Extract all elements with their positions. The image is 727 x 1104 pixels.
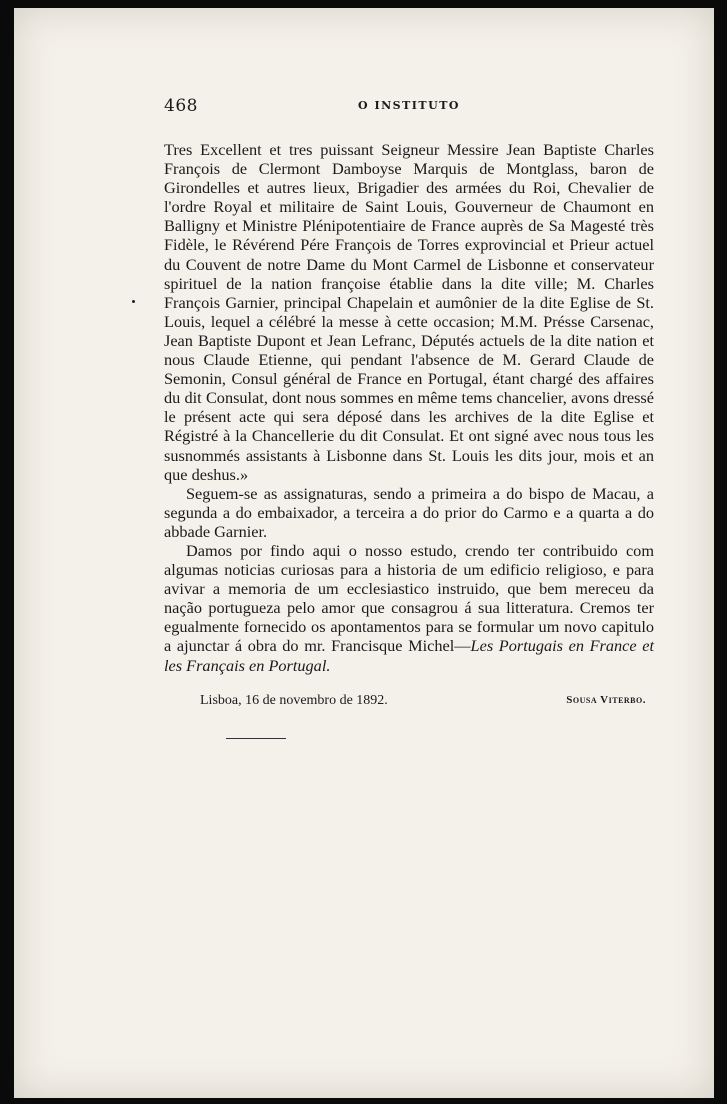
book-title: Les Portugais en France et les Français en Portugal. <box>164 636 654 675</box>
paragraph-3-text: Damos por findo aqui o nosso estudo, crendo ter contribuido com algumas noticias curiosas para a historia de um edificio religioso, e para avivar a memoria de um ecclesiastico instruido, que bem mereceu da nação portugueza pelo amor que consagrou á sua litteratura. Cremos ter egualmente fornecido os apontamentos para se formular um novo capitulo a ajunctar á obra do mr. Francisque Michel— <box>164 540 654 656</box>
signoff-author: Sousa Viterbo. <box>566 693 646 706</box>
running-head <box>164 96 654 120</box>
signoff <box>164 693 654 713</box>
page-content <box>164 96 654 713</box>
ink-speck <box>132 300 135 303</box>
end-rule <box>226 738 286 739</box>
body-text <box>164 140 654 675</box>
signoff-date: Lisboa, 16 de novembro de 1892. <box>200 692 388 708</box>
page-number: 468 <box>164 96 198 116</box>
scanned-page <box>14 8 714 1098</box>
paragraph-3 <box>164 541 654 675</box>
paragraph-2: Seguem-se as assignaturas, sendo a primeira a do bispo de Macau, a segunda a do embaixador, a terceira a do prior do Carmo e a quarta a do abbade Garnier. <box>164 483 654 541</box>
journal-title: O INSTITUTO <box>358 99 460 112</box>
paragraph-1: Tres Excellent et tres puissant Seigneur Messire Jean Baptiste Charles François de Clermont Damboyse Marquis de Montglass, baron de Girondelles et autres lieux, Brigadier des armées du Roi, Chevalier de l'ordre Royal et militaire de Saint Louis, Gouverneur de Chaumont en Balligny et Ministre Plénipotentiaire de France auprès de Sa Magesté très Fidèle, le Révérend Pére François de Torres exprovincial et Prieur actuel du Couvent de notre Dame du Mont Carmel de Lisbonne et conservateur spirituel de la nation françoise établie dans la dite ville; M. Charles François Garnier, principal Chapelain et aumônier de la dite Eglise de St. Louis, lequel a célébré la messe à cette occasion; M.M. Présse Carsenac, Jean Baptiste Dupont et Jean Lefranc, Députés actuels de la dite nation et nous Claude Etienne, qui pendant l'absence de M. Gerard Claude de Semonin, Consul général de France en Portugal, étant chargé des affaires du dit Consulat, dont nous sommes en même tems chancelier, avons dressé le présent acte qui sera déposé dans les archives de la dite Eglise et Régistré à la Chancellerie du dit Consulat. Et ont signé avec nous tous les susnommés assistants à Lisbonne dans St. Louis les dits jour, mois et an que deshus.» <box>164 140 654 484</box>
